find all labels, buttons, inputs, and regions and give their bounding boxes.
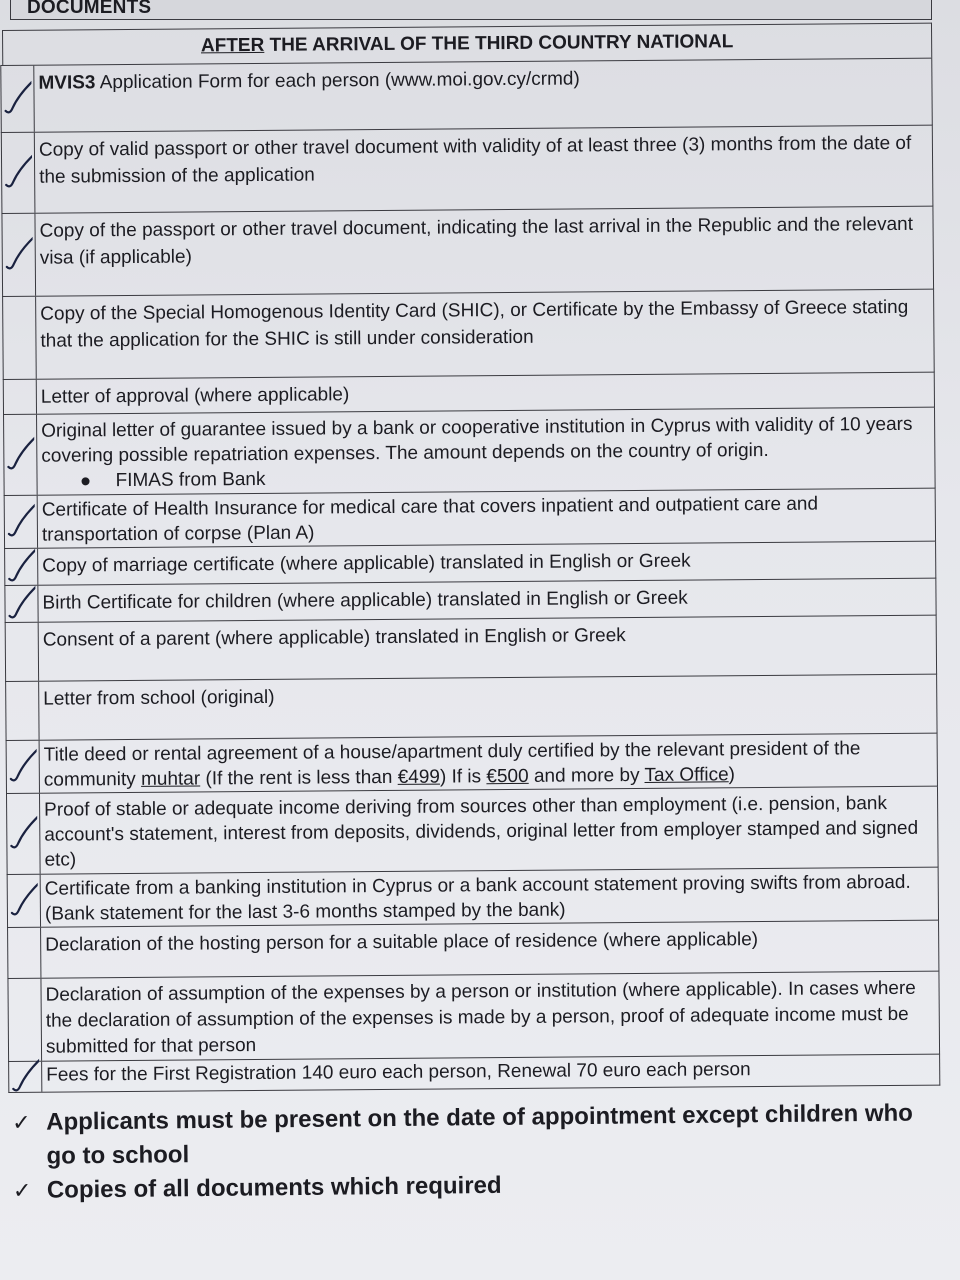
form-code: MVIS3 bbox=[38, 72, 96, 94]
check-cell[interactable] bbox=[1, 66, 35, 132]
row-text: Fees for the First Registration 140 euro each person, Renewal 70 euro each person bbox=[46, 1059, 751, 1086]
row-text-part: (If the rent is less than bbox=[200, 766, 398, 790]
check-cell[interactable] bbox=[7, 741, 40, 793]
checkmark-icon: ✓ bbox=[12, 1109, 31, 1135]
pen-tick-stroke bbox=[8, 437, 34, 469]
row-text bbox=[37, 408, 935, 495]
row-text: Copy of the passport or other travel document, indicating the last arrival in the Republic and the relevant visa (if applicable) bbox=[39, 213, 914, 269]
check-cell[interactable] bbox=[3, 297, 37, 379]
pen-tick-icon bbox=[3, 81, 31, 117]
pen-tick-icon bbox=[6, 437, 34, 473]
underlined-amount: €500 bbox=[486, 765, 529, 788]
pen-tick-stroke bbox=[9, 504, 35, 536]
row-text-part: Title deed or rental agreement of a house/apartment duly certified by the relevant president of the community bbox=[43, 738, 861, 791]
check-cell[interactable] bbox=[6, 682, 39, 740]
pen-tick-icon bbox=[7, 586, 35, 622]
row-text: Certificate of Health Insurance for medical care that covers inpatient and outpatient care and transportation of corpse (Plan A) bbox=[41, 493, 819, 546]
pen-tick-stroke bbox=[9, 586, 35, 618]
bullet-text: FIMAS from Bank bbox=[115, 468, 266, 492]
table-row bbox=[3, 408, 936, 496]
note-text: Applicants must be present on the date of appointment except children who go to school bbox=[46, 1099, 914, 1170]
pen-tick-stroke bbox=[6, 155, 32, 187]
row-text: Letter from school (original) bbox=[43, 686, 275, 710]
check-cell[interactable] bbox=[2, 214, 36, 296]
notes-list bbox=[12, 1096, 943, 1208]
table-title-rest: THE ARRIVAL OF THE THIRD COUNTRY NATIONAL bbox=[264, 31, 734, 56]
pen-tick-icon bbox=[9, 749, 37, 785]
pen-tick-icon bbox=[7, 549, 35, 585]
pen-tick-icon bbox=[10, 883, 38, 919]
row-text: Declaration of assumption of the expenses by a person or institution (where applicable). In cases where the declaration of assumption of the expenses is made by a person, proof of adequate income must be submitted for that person bbox=[45, 977, 916, 1058]
table-row bbox=[7, 921, 939, 979]
underlined-term: muhtar bbox=[140, 768, 201, 790]
row-text: Birth Certificate for children (where applicable) translated in English or Greek bbox=[42, 587, 688, 614]
table-row bbox=[1, 207, 934, 297]
pen-tick-stroke bbox=[11, 816, 37, 848]
row-text-body: Original letter of guarantee issued by a bank or cooperative institution in Cyprus with validity of 10 years covering possible repatriation expenses. The amount depends on the country of origin. bbox=[41, 413, 913, 467]
table-row bbox=[5, 616, 937, 682]
check-cell[interactable] bbox=[8, 928, 41, 978]
check-cell[interactable] bbox=[2, 133, 36, 213]
check-cell[interactable] bbox=[5, 496, 38, 548]
row-text-part: ) If is bbox=[439, 766, 487, 788]
pen-tick-stroke bbox=[7, 237, 33, 269]
pen-tick-stroke bbox=[5, 81, 31, 113]
note-text: Copies of all documents which required bbox=[46, 1171, 502, 1204]
note-item bbox=[12, 1096, 943, 1174]
check-cell[interactable] bbox=[4, 415, 38, 495]
underlined-amount: €499 bbox=[397, 766, 441, 788]
check-cell[interactable] bbox=[5, 549, 38, 585]
row-text bbox=[34, 59, 931, 132]
checkmark-icon: ✓ bbox=[12, 1177, 32, 1203]
row-text-part: and more by bbox=[528, 764, 645, 787]
pen-tick-icon bbox=[9, 816, 37, 852]
table-row bbox=[7, 972, 940, 1062]
row-text: Copy of the Special Homogenous Identity Card (SHIC), or Certificate by the Embassy of Greece stating that the application for the SHIC is still under consideration bbox=[40, 296, 909, 352]
row-text: Proof of stable or adequate income deriving from sources other than employment (i.e. pension, bank account's statement, interest from deposits, dividends, original letter from employer stamped and signed etc) bbox=[44, 793, 919, 871]
table-row bbox=[8, 1055, 940, 1093]
table-rows bbox=[0, 58, 940, 1093]
table-row bbox=[1, 126, 934, 214]
table-row bbox=[6, 734, 938, 794]
pen-tick-icon bbox=[11, 1059, 39, 1095]
row-text: Copy of marriage certificate (where applicable) translated in English or Greek bbox=[42, 550, 691, 577]
check-cell[interactable] bbox=[8, 875, 41, 927]
check-cell[interactable] bbox=[9, 1062, 42, 1092]
row-text: Declaration of the hosting person for a suitable place of residence (where applicable) bbox=[45, 929, 759, 956]
pen-tick-stroke bbox=[9, 549, 35, 581]
section-header bbox=[10, 0, 932, 20]
section-header-label: DOCUMENTS bbox=[27, 0, 152, 18]
bullet-icon bbox=[82, 477, 90, 485]
pen-tick-stroke bbox=[13, 1059, 39, 1091]
row-text: Copy of valid passport or other travel document with validity of at least three (3) months from the date of the submission of the application bbox=[38, 132, 912, 188]
check-cell[interactable] bbox=[6, 623, 39, 681]
row-text-body: Application Form for each person (www.moi.gov.cy/crmd) bbox=[95, 68, 580, 94]
pen-tick-icon bbox=[7, 504, 35, 540]
table-row bbox=[2, 290, 935, 380]
check-cell[interactable] bbox=[7, 794, 41, 874]
table-row bbox=[4, 489, 936, 549]
underlined-term: Tax Office bbox=[644, 764, 729, 786]
row-text: Letter of approval (where applicable) bbox=[40, 384, 350, 408]
row-text-part: ) bbox=[728, 764, 736, 786]
pen-tick-stroke bbox=[11, 749, 37, 781]
table-row bbox=[6, 787, 939, 875]
pen-tick-stroke bbox=[12, 883, 38, 915]
table-title-underlined: AFTER bbox=[200, 34, 265, 57]
requirements-table bbox=[0, 23, 940, 1093]
check-cell[interactable] bbox=[8, 979, 42, 1061]
table-row bbox=[0, 59, 932, 133]
pen-tick-icon bbox=[4, 155, 32, 191]
row-text bbox=[40, 734, 937, 793]
table-row bbox=[7, 868, 939, 928]
check-cell[interactable] bbox=[5, 586, 38, 622]
table-row bbox=[5, 675, 937, 741]
check-cell[interactable] bbox=[4, 380, 37, 414]
row-text: Consent of a parent (where applicable) translated in English or Greek bbox=[42, 625, 626, 651]
row-text: Certificate from a banking institution in Cyprus or a bank account statement proving swifts from abroad. (Bank statement for the last 3-6 months stamped by the bank) bbox=[44, 871, 911, 925]
pen-tick-icon bbox=[5, 237, 33, 273]
